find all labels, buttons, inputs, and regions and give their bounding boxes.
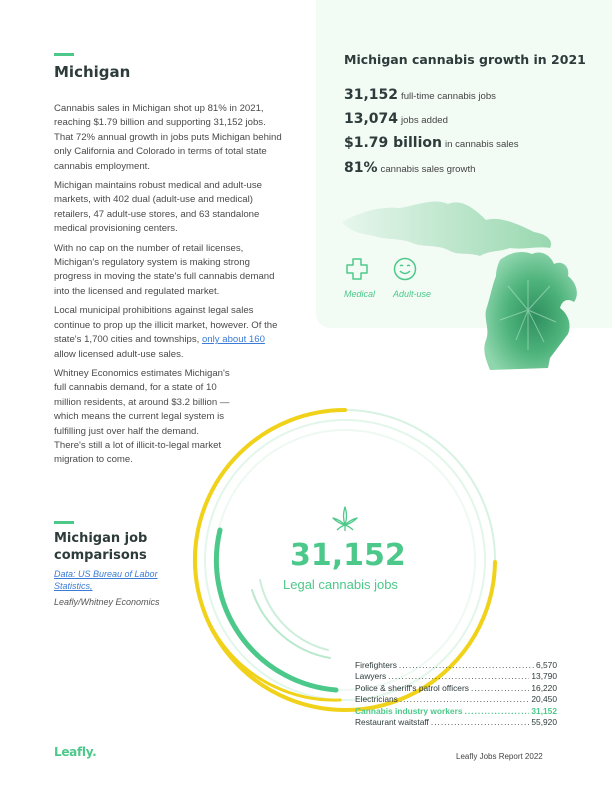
medical-cross-icon (345, 257, 369, 281)
paragraph-1: Cannabis sales in Michigan shot up 81% in 2021, reaching $1.79 billion and supporting 31,152 jobs. That 72% annual growth in jobs puts Michigan behind only California and Colorado in terms of total state cannabis employment. (54, 103, 282, 172)
stat-jobs-added: 13,074 jobs added (344, 111, 448, 127)
total-jobs-label: Legal cannabis jobs (283, 577, 398, 592)
paragraph-3: With no cap on the number of retail licenses, Michigan's regulatory system is making strong progress in moving the state's full cannabis demand into the licensed and regulated market. (54, 242, 275, 297)
job-row-police: Police & sheriff's patrol officers ..... 16,220 (355, 683, 557, 694)
growth-title: Michigan cannabis growth in 2021 (344, 52, 586, 67)
job-row-waitstaff: Restaurant waitstaff ..... 55,920 (355, 717, 557, 728)
stat-sales-growth: 81% cannabis sales growth (344, 160, 476, 176)
section-accent-line (54, 53, 74, 56)
job-row-electricians: Electricians ..... 20,450 (355, 694, 557, 705)
medical-label: Medical (344, 289, 376, 299)
comparisons-title: Michigan job comparisons (54, 531, 148, 563)
adult-use-label: Adult-use (393, 289, 432, 299)
source-link[interactable]: Data: US Bureau of Labor Statistics, (54, 569, 158, 591)
paragraph-4: Local municipal prohibitions against legal sales continue to prop up the illicit market, however. Of the state's 1,700 cities and townships, only about 160 allow licensed adult-use sales. (54, 305, 278, 360)
smiley-icon (393, 257, 417, 281)
total-jobs-number: 31,152 (290, 538, 406, 573)
stat-sales: $1.79 billion in cannabis sales (344, 135, 519, 151)
michigan-map-graphic (340, 190, 600, 390)
leafly-logo: Leafly. (54, 745, 97, 759)
stat-jobs: 31,152 full-time cannabis jobs (344, 87, 496, 103)
body-text (54, 102, 286, 473)
job-row-cannabis-workers: Cannabis industry workers ..... 31,152 (355, 706, 557, 717)
footer-text: Leafly Jobs Report 2022 (456, 752, 543, 761)
municipalities-link[interactable]: only about 160 (201, 334, 265, 346)
paragraph-2: Michigan maintains robust medical and adult-use markets, with 402 dual (adult-use and medical) retailers, 47 adult-use stores, and 63 standalone medical provisioning centers. (54, 180, 262, 235)
job-row-lawyers: Lawyers ..... 13,790 (355, 671, 557, 682)
cannabis-leaf-icon (331, 505, 359, 533)
section-title: Michigan (54, 63, 131, 81)
job-comparison-list (355, 660, 557, 728)
job-row-firefighters: Firefighters ..... 6,570 (355, 660, 557, 671)
source-subtext: Leafly/Whitney Economics (54, 597, 160, 607)
comparisons-accent-line (54, 521, 74, 524)
paragraph-5: Whitney Economics estimates Michigan's full cannabis demand, for a state of 10 million residents, at around $3.2 billion — which means the current legal system is fulfilling just over half the demand. There's still a lot of illicit-to-legal market migration to come. (54, 367, 230, 466)
